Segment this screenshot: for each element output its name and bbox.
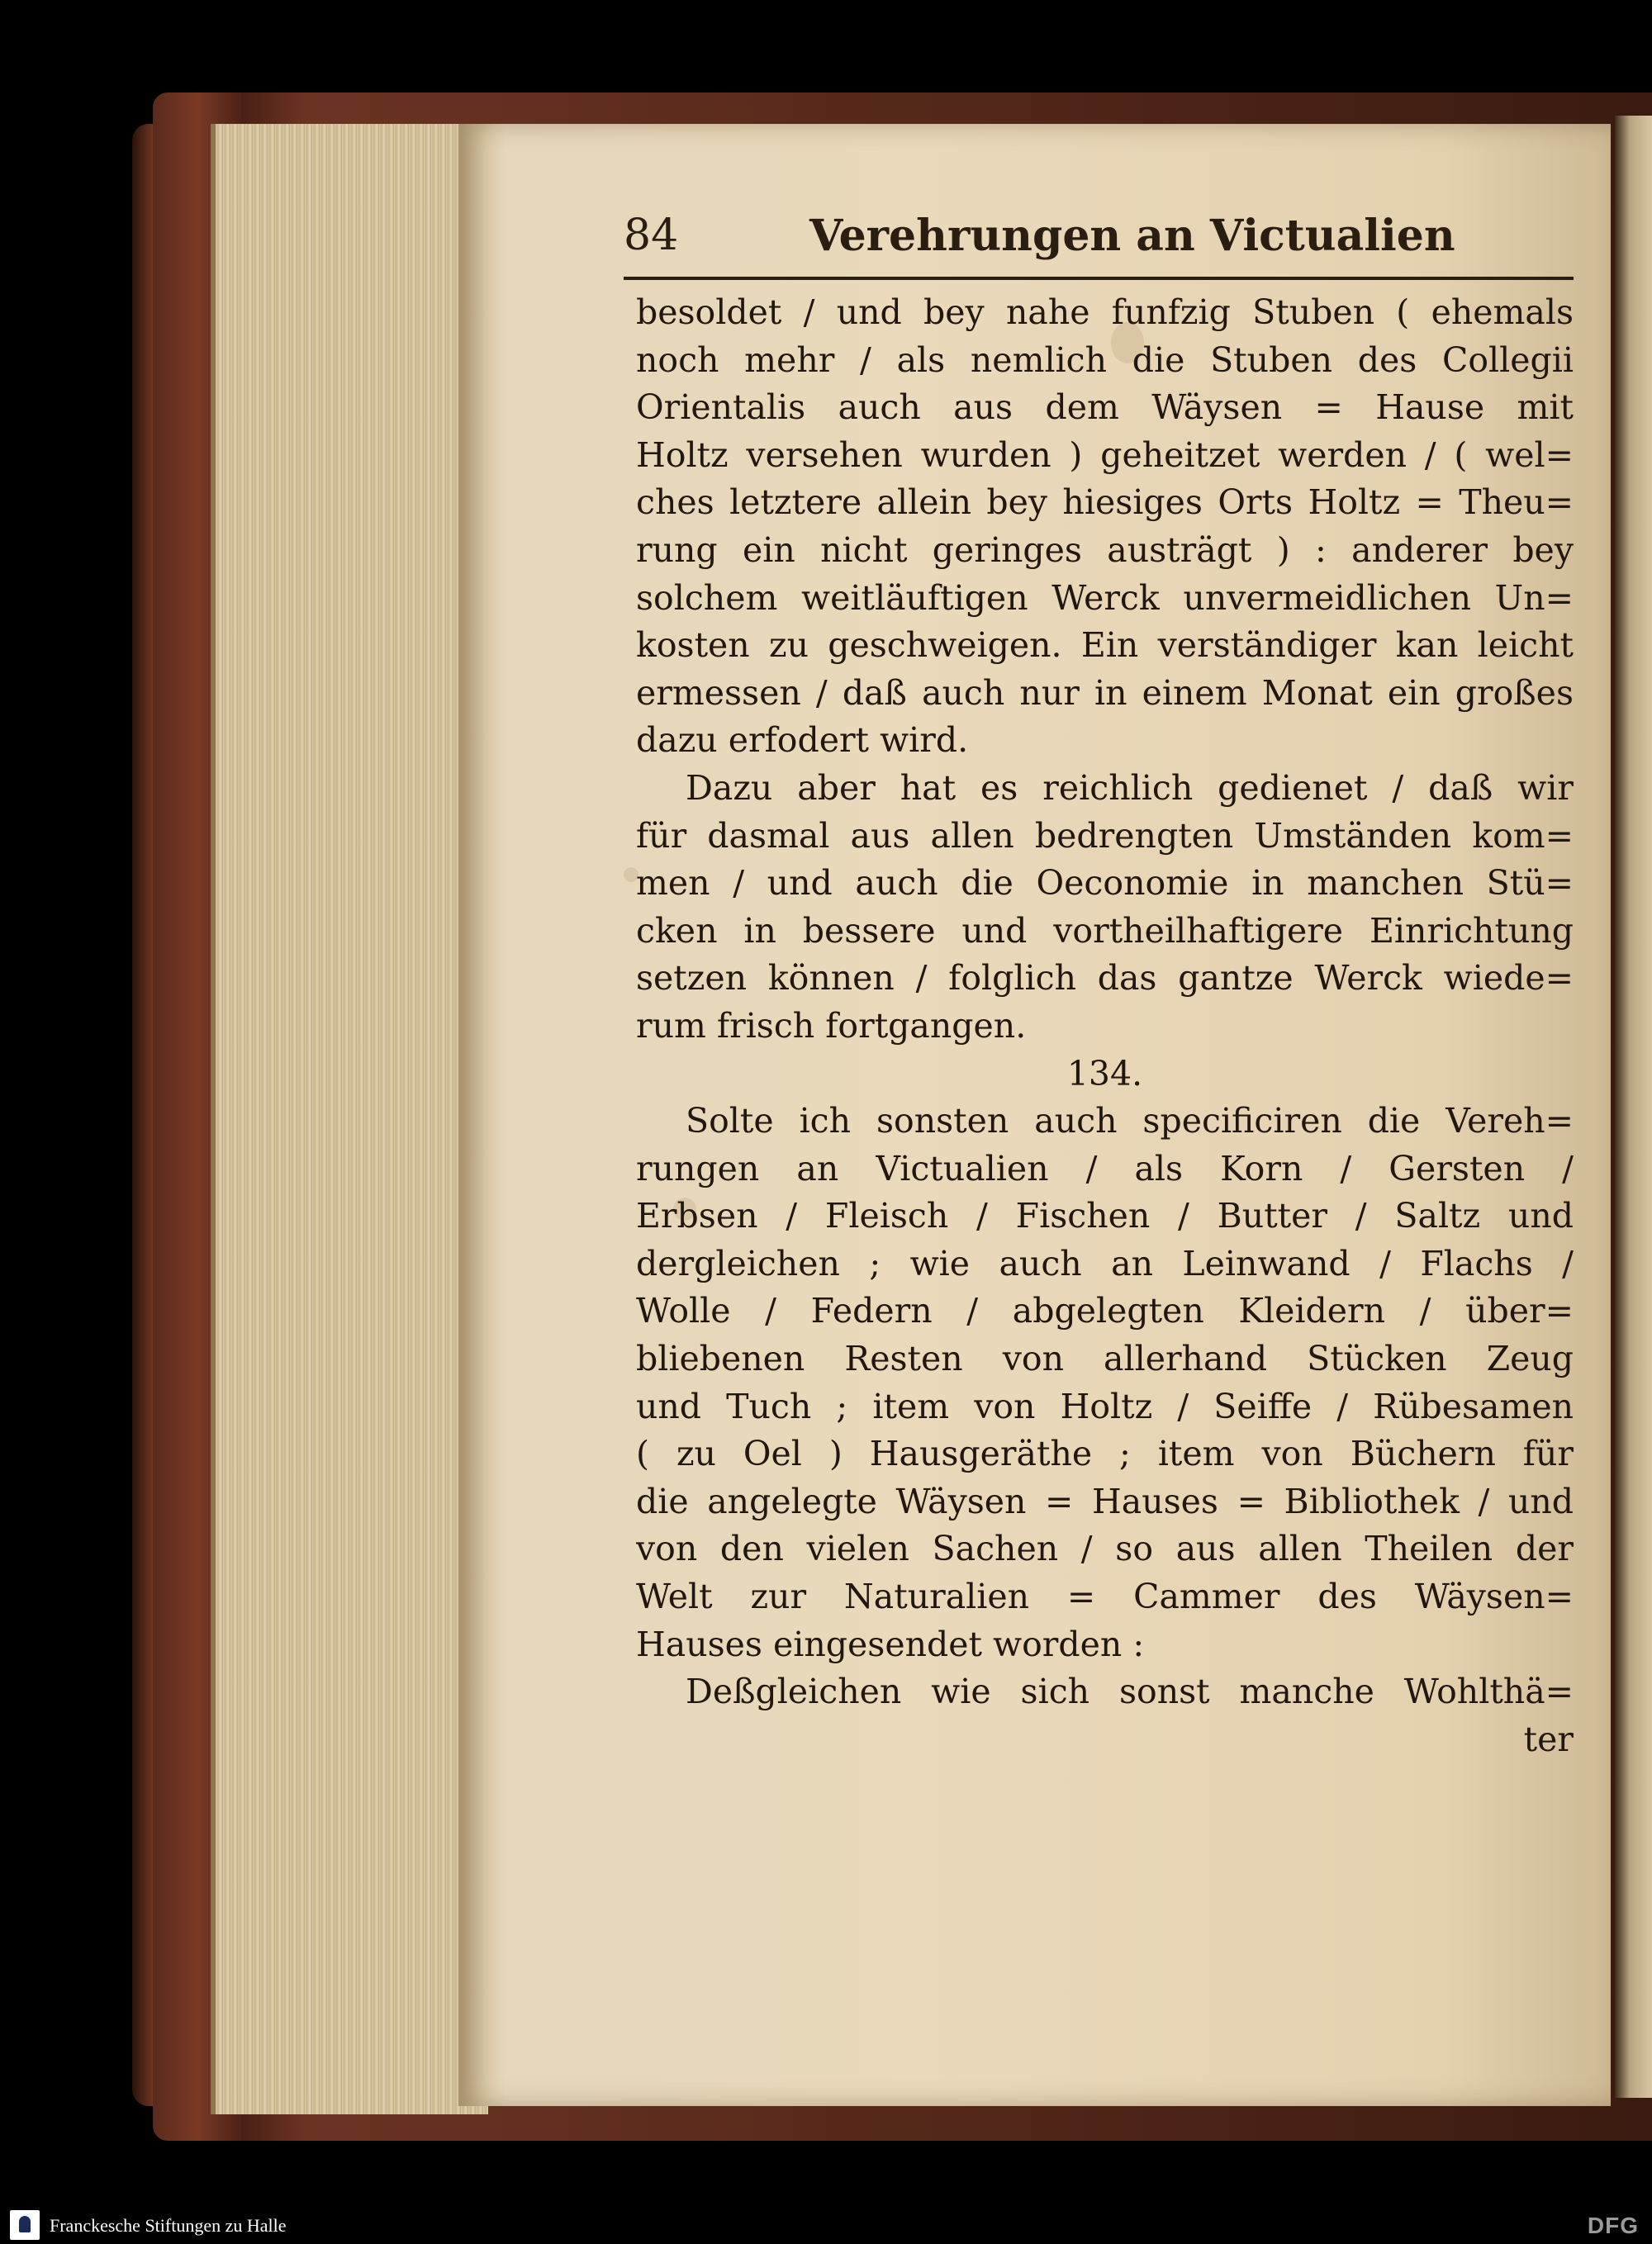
- dfg-logo: DFG: [1587, 2213, 1639, 2238]
- header-rule: [624, 277, 1574, 280]
- text-line: dazu erfodert wird.: [636, 720, 969, 761]
- text-line: von den vielen Sachen / so aus allen Theilen der: [636, 1529, 1574, 1569]
- text-line: Erbsen / Fleisch / Fischen / Butter / Saltz und: [636, 1196, 1574, 1236]
- text-line: men / und auch die Oeconomie in manchen Stü=: [636, 863, 1574, 904]
- text-line: ( zu Oel ) Hausgeräthe ; item von Büchern für: [636, 1434, 1574, 1474]
- text-line: Hauses eingesendet worden :: [636, 1624, 1145, 1664]
- text-line: ches letztere allein bey hiesiges Orts Holtz = Theu=: [636, 482, 1574, 523]
- page-number: 84: [624, 211, 679, 260]
- viewer-footer: [0, 2205, 1652, 2244]
- text-line: setzen können / folglich das gantze Werck wiede=: [636, 958, 1574, 999]
- page-fore-edge: [211, 124, 488, 2114]
- text-line: Orientalis auch aus dem Wäysen = Hause mit: [636, 387, 1574, 428]
- text-line: rungen an Victualien / als Korn / Gersten /: [636, 1148, 1574, 1188]
- section-number: 134.: [1066, 1053, 1143, 1094]
- text-line: bliebenen Resten von allerhand Stücken Zeug: [636, 1339, 1574, 1379]
- text-line: besoldet / und bey nahe funfzig Stuben ( ehemals: [636, 292, 1574, 332]
- text-line: kosten zu geschweigen. Ein verständiger kan leicht: [636, 625, 1574, 666]
- text-line: für dasmal aus allen bedrengten Umständen kom=: [636, 815, 1574, 856]
- text-line: rum frisch fortgangen.: [636, 1005, 1027, 1046]
- text-line: und Tuch ; item von Holtz / Seiffe / Rübesamen: [636, 1386, 1574, 1426]
- text-line: Deßgleichen wie sich sonst manche Wohlthä=: [686, 1672, 1574, 1712]
- text-line: rung ein nicht geringes austrägt ) : anderer bey: [636, 529, 1574, 570]
- text-line: Solte ich sonsten auch specificiren die Vereh=: [686, 1101, 1574, 1141]
- page-header: [624, 211, 1574, 268]
- catchword: ter: [1523, 1719, 1574, 1759]
- text-line: solchem weitläuftigen Werck unvermeidlichen Un=: [636, 577, 1574, 618]
- institution-logo-icon: [10, 2210, 40, 2240]
- body-text: [636, 289, 1574, 1763]
- text-line: Holtz versehen wurden ) geheitzet werden / ( wel=: [636, 434, 1574, 475]
- text-line: ermessen / daß auch nur in einem Monat ein großes: [636, 672, 1574, 713]
- running-head: Verehrungen an Victualien: [809, 211, 1455, 261]
- text-line: die angelegte Wäysen = Hauses = Bibliothek / und: [636, 1481, 1574, 1521]
- text-line: Dazu aber hat es reichlich gedienet / daß wir: [686, 767, 1574, 808]
- institution-name: Franckesche Stiftungen zu Halle: [50, 2215, 287, 2236]
- facing-page-edge: [1615, 116, 1652, 2098]
- text-line: noch mehr / als nemlich die Stuben des Collegii: [636, 339, 1574, 380]
- text-line: dergleichen ; wie auch an Leinwand / Flachs /: [636, 1243, 1574, 1283]
- text-line: Wolle / Federn / abgelegten Kleidern / über=: [636, 1291, 1574, 1331]
- text-line: Welt zur Naturalien = Cammer des Wäysen=: [636, 1577, 1574, 1617]
- text-line: cken in bessere und vortheilhaftigere Einrichtung: [636, 910, 1574, 951]
